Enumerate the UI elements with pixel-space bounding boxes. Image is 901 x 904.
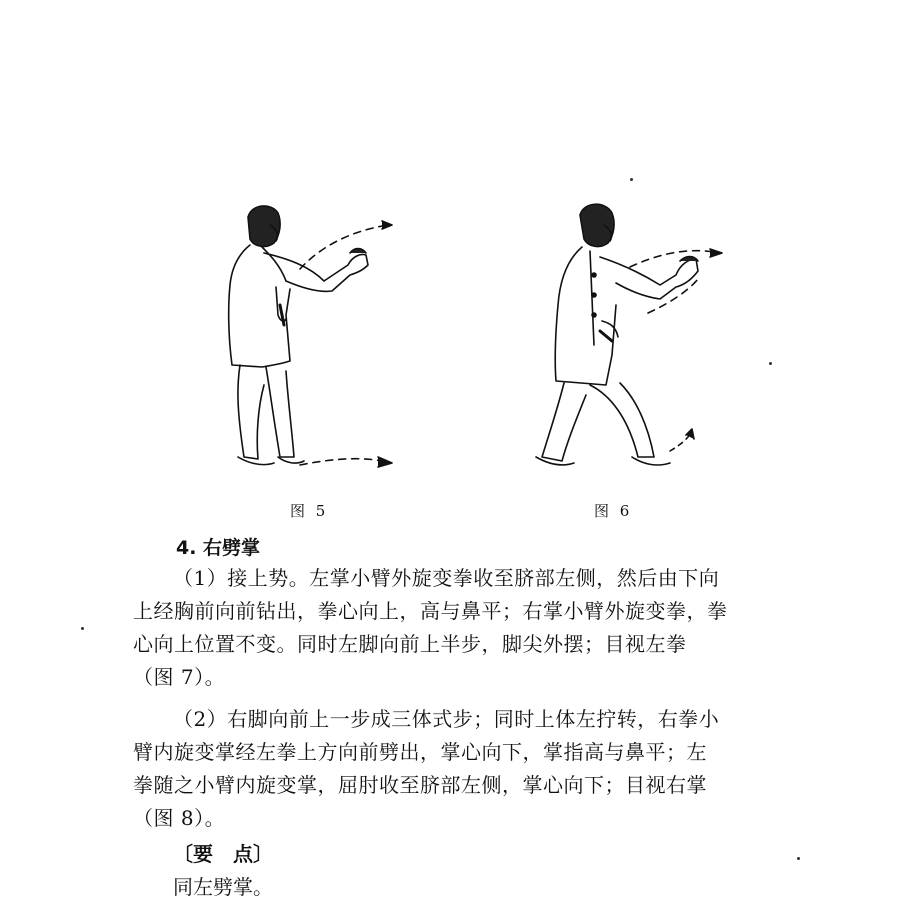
paragraph-1-line: 心向上位置不变。同时左脚向前上半步，脚尖外摆；目视左拳 — [133, 632, 687, 656]
key-points-body: 同左劈掌。 — [173, 875, 273, 899]
scan-speck — [630, 178, 633, 181]
paragraph-2-line: （图 8）。 — [133, 806, 226, 830]
paragraph-2 — [133, 703, 793, 835]
paragraph-1 — [133, 562, 793, 694]
scan-speck — [797, 857, 800, 860]
paragraph-2-line: （2）右脚向前上一步成三体式步；同时上体左拧转，右拳小 — [173, 707, 720, 731]
figure-6-illustration — [520, 195, 740, 480]
key-points-heading: 〔要 点〕 — [173, 842, 273, 866]
paragraph-2-line: 拳随之小臂内旋变掌，屈肘收至脐部左侧，掌心向下；目视右掌 — [133, 773, 707, 797]
scan-speck — [769, 362, 772, 365]
paragraph-1-line: （图 7）。 — [133, 665, 226, 689]
section-heading: 4. 右劈掌 — [176, 537, 261, 559]
figure-5-caption: 图 5 — [290, 502, 329, 520]
paragraph-2-line: 臂内旋变掌经左拳上方向前劈出，掌心向下，掌指高与鼻平；左 — [133, 740, 707, 764]
scan-speck — [81, 627, 84, 630]
paragraph-1-line: （1）接上势。左掌小臂外旋变拳收至脐部左侧，然后由下向 — [173, 566, 720, 590]
figure-6-caption: 图 6 — [594, 502, 633, 520]
paragraph-1-line: 上经胸前向前钻出，拳心向上，高与鼻平；右掌小臂外旋变拳，拳 — [133, 599, 728, 623]
figure-5-illustration — [200, 195, 420, 480]
